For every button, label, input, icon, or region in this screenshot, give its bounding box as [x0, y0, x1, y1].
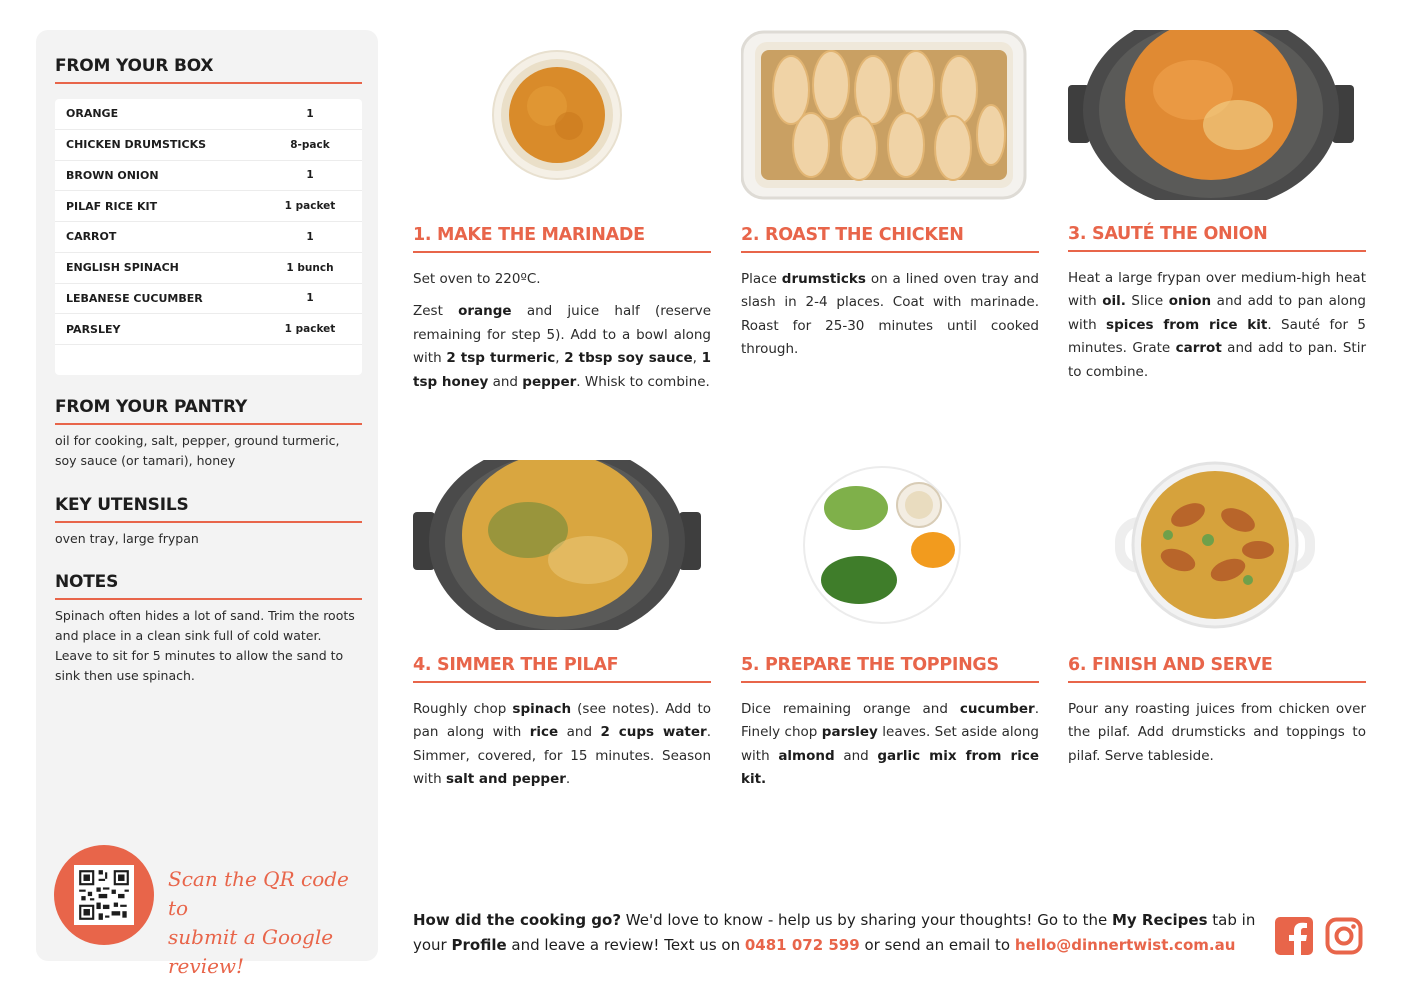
bold-text: salt and pepper [445, 771, 566, 788]
ingredient-row [55, 191, 362, 222]
box-ingredients-table [55, 99, 362, 375]
ingredient-qty: 1 [306, 107, 314, 120]
step-paragraph [741, 698, 1039, 792]
step-6-body [1068, 698, 1366, 777]
bold-text: pepper [522, 373, 577, 390]
instagram-icon[interactable] [1325, 917, 1363, 955]
step-paragraph [1068, 698, 1366, 768]
text-segment: . Finely chop [741, 701, 1039, 741]
ingredient-qty: 1 packet [284, 323, 336, 336]
text-segment: Place [741, 271, 782, 287]
ingredient-name: BROWN ONION [66, 168, 159, 182]
text-segment: Slice [1125, 293, 1169, 310]
ingredients-sidebar [36, 30, 378, 978]
ingredient-qty: 1 [306, 169, 314, 182]
ingredient-qty: 1 [306, 292, 314, 305]
onion-pan-photo [1068, 30, 1366, 200]
bold-text: garlic mix from rice kit. [741, 747, 1039, 788]
text-segment: Dice remaining orange and [741, 701, 960, 717]
bold-text: 1 tsp honey [413, 350, 711, 390]
bold-text: almond [778, 747, 835, 764]
ingredient-name: ORANGE [66, 107, 119, 121]
bold-text: spices from rice kit [1106, 316, 1268, 333]
notes-text: Spinach often hides a lot of sand. Trim the roots and place in a clean sink full of cold water. Leave to sit for 5 minutes to allow the sand to sink then use spinach. [55, 608, 355, 683]
bold-text: parsley [821, 724, 878, 741]
text-segment: Pour any roasting juices from chicken over the pilaf. Add drumsticks and toppings to pilaf. Serve tableside. [1068, 701, 1366, 764]
qr-caption [168, 865, 368, 981]
text-segment: and leave a review! Text us on [506, 936, 745, 954]
utensils-heading: KEY UTENSILS [55, 495, 362, 523]
bold-text: onion [1168, 293, 1212, 310]
bold-text: oil. [1102, 293, 1126, 310]
step-2-body [741, 268, 1039, 371]
qr-code-icon [74, 865, 134, 925]
bold-text: orange [458, 303, 512, 320]
bold-text: My Recipes [1111, 911, 1208, 929]
ingredient-name: CARROT [66, 230, 117, 244]
step-3-body [1068, 267, 1366, 393]
text-segment: on a lined oven tray and slash in 2-4 places. Coat with marinade. Roast for 25-30 minutes until cooked through. [741, 271, 1039, 358]
roasting-tray-photo [741, 30, 1039, 200]
pantry-text: oil for cooking, salt, pepper, ground turmeric, soy sauce (or tamari), honey [55, 433, 340, 468]
text-segment: leaves. Set aside along with [741, 724, 1040, 764]
qr-badge[interactable] [54, 845, 154, 945]
qr-caption-line2: submit a Google review! [168, 925, 334, 978]
step-3-title: 3. SAUTÉ THE ONION [1068, 224, 1366, 252]
bold-text: 2 cups water [600, 724, 707, 741]
step-2-title: 2. ROAST THE CHICKEN [741, 225, 1039, 253]
ingredient-qty: 1 bunch [286, 261, 334, 274]
step-paragraph [741, 268, 1039, 362]
ingredient-row [55, 314, 362, 345]
step-5-title: 5. PREPARE THE TOPPINGS [741, 655, 1039, 683]
step-4-body [413, 698, 711, 801]
text-segment: or send an email to [859, 936, 1015, 954]
ingredient-qty: 1 [306, 230, 314, 243]
ingredient-qty: 1 packet [284, 200, 336, 213]
bold-text: carrot [1175, 340, 1222, 357]
text-segment: tab in your [413, 911, 1256, 954]
step-paragraph [413, 698, 711, 792]
text-segment: , [555, 350, 565, 367]
step-1-title: 1. MAKE THE MARINADE [413, 225, 711, 253]
feedback-footer [413, 908, 1263, 958]
ingredient-name: PARSLEY [66, 322, 121, 336]
toppings-plate-photo [741, 460, 1039, 630]
ingredient-name: CHICKEN DRUMSTICKS [66, 138, 207, 152]
text-segment: and add to pan along with [1068, 293, 1366, 333]
text-segment: . Simmer, covered, for 15 minutes. Season with [413, 724, 711, 788]
ingredient-name: PILAF RICE KIT [66, 199, 158, 213]
contact-link[interactable]: 0481 072 599 [744, 936, 860, 954]
ingredient-row [55, 284, 362, 315]
step-4-title: 4. SIMMER THE PILAF [413, 655, 711, 683]
box-heading: FROM YOUR BOX [55, 56, 362, 84]
step-1-body [413, 268, 711, 403]
ingredient-name: ENGLISH SPINACH [66, 261, 179, 275]
text-segment: Set oven to 220ºC. [413, 271, 541, 287]
ingredient-name: LEBANESE CUCUMBER [66, 291, 203, 305]
text-segment: . Sauté for 5 minutes. Grate [1068, 316, 1366, 357]
text-segment: and add to pan. Stir to combine. [1068, 340, 1366, 380]
ingredient-row [55, 99, 362, 130]
ingredient-row [55, 161, 362, 192]
text-segment: and [488, 373, 523, 390]
bold-text: 2 tbsp soy sauce [564, 350, 693, 367]
text-segment: We'd love to know - help us by sharing your thoughts! Go to the [621, 911, 1112, 929]
bold-text: 2 tsp turmeric [446, 350, 556, 367]
ingredient-qty: 8-pack [290, 138, 330, 151]
text-segment: , [692, 350, 702, 367]
facebook-icon[interactable] [1275, 917, 1313, 955]
pilaf-pan-photo [413, 460, 711, 630]
bold-text: spinach [512, 701, 572, 717]
step-paragraph [1068, 267, 1366, 384]
bold-text: How did the cooking go? [413, 911, 622, 929]
text-segment: . [565, 771, 571, 788]
qr-caption-line1: Scan the QR code to [168, 867, 349, 920]
text-segment: . Whisk to combine. [576, 373, 710, 390]
ingredient-row [55, 130, 362, 161]
pantry-heading: FROM YOUR PANTRY [55, 397, 362, 425]
contact-link[interactable]: hello@dinnertwist.com.au [1014, 936, 1236, 954]
ingredient-row [55, 253, 362, 284]
text-segment: (see notes). Add to pan along with [413, 701, 711, 741]
text-segment: Zest [413, 303, 459, 320]
bold-text: drumsticks [781, 271, 866, 287]
bold-text: cucumber [959, 701, 1035, 717]
step-6-title: 6. FINISH AND SERVE [1068, 655, 1366, 683]
text-segment: and juice half (reserve remaining for step 5). Add to a bowl along with [413, 303, 711, 367]
text-segment: and [834, 747, 878, 764]
notes-heading: NOTES [55, 572, 362, 600]
bold-text: Profile [451, 936, 507, 954]
utensils-text: oven tray, large frypan [55, 531, 199, 546]
text-segment: Roughly chop [413, 701, 513, 717]
finished-dish-photo [1068, 460, 1366, 630]
text-segment: and [558, 724, 601, 741]
step-5-body [741, 698, 1039, 801]
bold-text: rice [529, 724, 559, 741]
step-paragraph [413, 300, 711, 394]
marinade-bowl-photo [413, 30, 711, 200]
ingredient-row [55, 222, 362, 253]
step-paragraph [413, 268, 711, 291]
text-segment: Heat a large frypan over medium-high heat with [1068, 270, 1366, 310]
